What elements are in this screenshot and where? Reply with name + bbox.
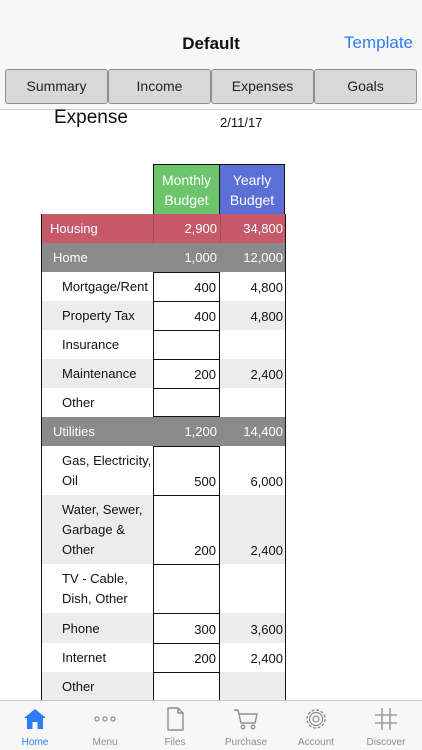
column-header-monthly-budget (153, 164, 220, 214)
line-item-label-line: Gas, Electricity, (62, 452, 152, 468)
yearly-amount: 6,000 (250, 474, 283, 489)
line-item-row (42, 272, 285, 301)
group-yearly-total: 12,000 (243, 250, 283, 265)
group-row-utilities[interactable] (42, 417, 285, 446)
tab-menu[interactable] (70, 701, 140, 750)
line-item-row (42, 495, 285, 564)
category-label: Housing (50, 221, 98, 236)
line-item-label-line: TV - Cable, (62, 570, 128, 586)
line-item-label-line: Oil (62, 472, 78, 488)
line-item-row (42, 643, 285, 672)
monthly-amount-input[interactable] (153, 388, 220, 417)
hashtag-icon (351, 706, 421, 732)
cart-icon (211, 706, 281, 732)
group-yearly-total: 14,400 (243, 424, 283, 439)
line-item-row (42, 388, 285, 417)
tab-goals[interactable]: Goals (314, 69, 417, 104)
budget-table (41, 214, 286, 701)
sheet-title: Expense (54, 107, 128, 128)
monthly-amount-input[interactable]: 500 (153, 446, 220, 495)
monthly-amount-input[interactable]: 200 (153, 495, 220, 564)
home-icon (0, 706, 70, 732)
tab-bar (0, 700, 422, 750)
column-header-monthly-line2: Budget (164, 192, 209, 208)
yearly-amount: 4,800 (250, 280, 283, 295)
file-icon (140, 706, 210, 732)
more-dots-icon (70, 706, 140, 732)
line-item-label: Other (62, 395, 95, 410)
page-title: Default (182, 34, 240, 53)
navigation-bar (0, 0, 422, 64)
yearly-amount: 3,600 (250, 622, 283, 637)
yearly-amount: 2,400 (250, 367, 283, 382)
monthly-amount-input[interactable]: 300 (153, 613, 220, 643)
tab-label: Home (21, 737, 49, 748)
tab-purchase[interactable] (211, 701, 281, 750)
line-item-label: Internet (62, 650, 107, 665)
yearly-amount (220, 564, 285, 613)
line-item-row (42, 564, 285, 613)
line-item-label-line: Garbage & (62, 521, 125, 537)
line-item-label: Other (62, 679, 95, 694)
monthly-amount-input[interactable]: 200 (153, 359, 220, 388)
yearly-amount: 4,800 (250, 309, 283, 324)
line-item-label (42, 446, 153, 495)
line-item-label: Mortgage/Rent (62, 279, 148, 294)
line-item-label: Maintenance (62, 366, 137, 381)
yearly-amount (220, 388, 285, 417)
sheet-date: 2/11/17 (220, 115, 263, 130)
line-item-label (42, 495, 153, 564)
tab-label: Files (164, 737, 186, 748)
monthly-amount-input[interactable]: 400 (153, 301, 220, 330)
line-item-label: Insurance (62, 337, 120, 352)
group-monthly-total: 1,000 (184, 250, 217, 265)
line-item-label-line: Other (62, 541, 95, 557)
group-label: Utilities (53, 424, 95, 439)
monthly-amount-input[interactable] (153, 564, 220, 613)
line-item-row (42, 301, 285, 330)
template-button[interactable]: Template (344, 33, 413, 52)
yearly-amount: 2,400 (250, 543, 283, 558)
column-header-monthly-line1: Monthly (161, 172, 212, 188)
tab-files[interactable] (140, 701, 210, 750)
monthly-amount-input[interactable] (153, 330, 220, 359)
gear-icon (281, 706, 351, 732)
line-item-label: Property Tax (62, 308, 135, 323)
group-row-home[interactable] (42, 243, 285, 272)
tab-expenses[interactable]: Expenses (211, 69, 314, 104)
tab-label: Account (297, 737, 335, 748)
group-label: Home (53, 250, 88, 265)
tab-label: Menu (92, 737, 118, 748)
line-item-row (42, 330, 285, 359)
line-item-label-line: Water, Sewer, (62, 501, 143, 517)
line-item-row (42, 359, 285, 388)
line-item-row (42, 446, 285, 495)
column-header-yearly-line1: Yearly (232, 172, 272, 188)
tab-income[interactable]: Income (108, 69, 211, 104)
yearly-amount (220, 330, 285, 359)
tab-label: Discover (366, 737, 406, 748)
line-item-row (42, 672, 285, 701)
tab-summary[interactable]: Summary (5, 69, 108, 104)
category-monthly-total: 2,900 (153, 214, 220, 243)
tab-account[interactable] (281, 701, 351, 750)
tab-label: Purchase (224, 737, 268, 748)
category-row-housing[interactable] (42, 214, 285, 243)
column-header-yearly-budget (219, 164, 285, 214)
line-item-label: Phone (62, 620, 100, 636)
group-monthly-total: 1,200 (184, 424, 217, 439)
column-header-yearly-line2: Budget (229, 192, 275, 208)
line-item-row (42, 613, 285, 643)
monthly-amount-input[interactable] (153, 672, 220, 701)
yearly-amount (220, 672, 285, 701)
line-item-label (42, 564, 153, 613)
tab-discover[interactable] (351, 701, 421, 750)
category-yearly-total: 34,800 (220, 214, 285, 243)
monthly-amount-input[interactable]: 400 (153, 272, 220, 301)
tab-home[interactable] (0, 701, 70, 750)
segment-bar (0, 64, 422, 110)
line-item-label-line: Dish, Other (62, 590, 128, 606)
yearly-amount: 2,400 (250, 651, 283, 666)
monthly-amount-input[interactable]: 200 (153, 643, 220, 672)
